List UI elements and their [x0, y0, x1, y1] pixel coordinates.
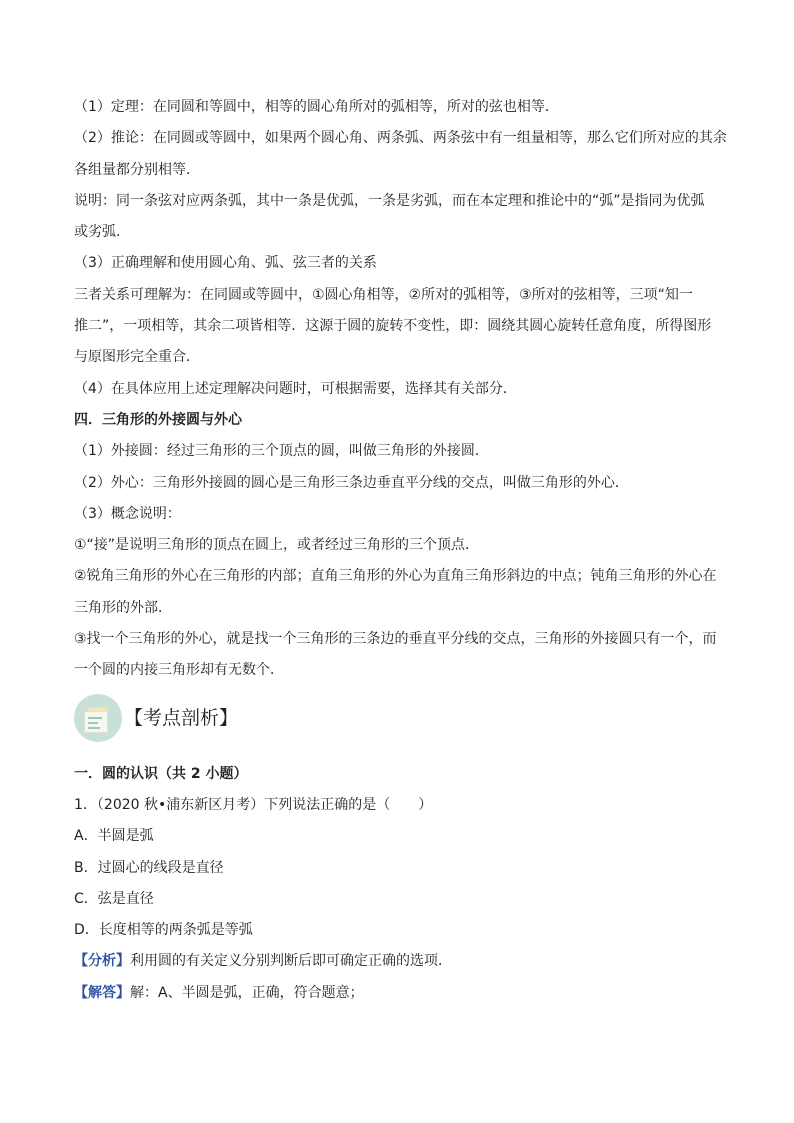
circumcircle-def: （1）外接圆：经过三角形的三个顶点的圆，叫做三角形的外接圆．: [74, 443, 489, 460]
question-stem: 1．（2020 秋•浦东新区月考）下列说法正确的是（ ）: [74, 796, 433, 813]
answer-line: [74, 983, 724, 1003]
option-b: B．过圆心的线段是直径: [74, 859, 224, 876]
option-d: D．长度相等的两条弧是等弧: [74, 922, 253, 939]
answer-text: 解：A、半圆是弧，正确，符合题意；: [130, 984, 364, 1001]
circumcenter-def: （2）外心：三角形外接圆的圆心是三角形三条边垂直平分线的交点，叫做三角形的外心．: [74, 474, 629, 491]
answer-label: 【解答】: [74, 984, 130, 1001]
concept-heading: （3）概念说明：: [74, 505, 181, 522]
concept-3-line-1: ③找一个三角形的外心，就是找一个三角形的三条边的垂直平分线的交点，三角形的外接圆只有一个，而: [74, 631, 717, 648]
option-c: C．弦是直径: [74, 890, 154, 907]
relation-heading: （3）正确理解和使用圆心角、弧、弦三者的关系: [74, 255, 377, 272]
analysis-label: 【分析】: [74, 953, 130, 970]
concept-2-line-1: ②锐角三角形的外心在三角形的内部；直角三角形的外心为直角三角形斜边的中点；钝角三角形的外心在: [74, 568, 717, 585]
option-a: A．半圆是弧: [74, 828, 154, 845]
theorem-line: （1）定理：在同圆和等圆中，相等的圆心角所对的弧相等，所对的弦也相等．: [74, 99, 559, 115]
relation-line-1: 三者关系可理解为：在同圆或等圆中，①圆心角相等，②所对的弧相等，③所对的弦相等，三项“知一: [74, 286, 693, 303]
application-line: （4）在具体应用上述定理解决问题时，可根据需要，选择其有关部分．: [74, 380, 517, 397]
note-line-1: 说明：同一条弦对应两条弧，其中一条是优弧，一条是劣弧，而在本定理和推论中的“弧”是指同为优弧: [74, 192, 705, 209]
concept-2-line-2: 三角形的外部．: [74, 599, 172, 616]
concept-1: ①“接”是说明三角形的顶点在圆上，或者经过三角形的三个顶点．: [74, 537, 480, 554]
kaodian-title: 【考点剖析】: [124, 706, 239, 729]
relation-line-2: 推二”，一项相等，其余二项皆相等．这源于圆的旋转不变性，即：圆绕其圆心旋转任意角度，所得图形: [74, 318, 712, 335]
document-content: [74, 97, 727, 1014]
analysis-line: [74, 951, 724, 971]
concept-3-line-2: 一个圆的内接三角形却有无数个．: [74, 662, 284, 679]
note-line-2: 或劣弧．: [74, 224, 130, 241]
corollary-line-1: （2）推论：在同圆或等圆中，如果两个圆心角、两条弧、两条弦中有一组量相等，那么它们所对应的其余: [74, 130, 727, 147]
kaodian-heading: [74, 692, 724, 756]
relation-line-3: 与原图形完全重合．: [74, 349, 200, 366]
analysis-text: 利用圆的有关定义分别判断后即可确定正确的选项．: [130, 953, 452, 970]
part-1-title: 一．圆的认识（共 2 小题）: [74, 765, 248, 782]
corollary-line-2: 各组量都分别相等．: [74, 161, 200, 178]
section-4-title: 四．三角形的外接圆与外心: [74, 411, 242, 428]
document-icon: [74, 694, 122, 742]
